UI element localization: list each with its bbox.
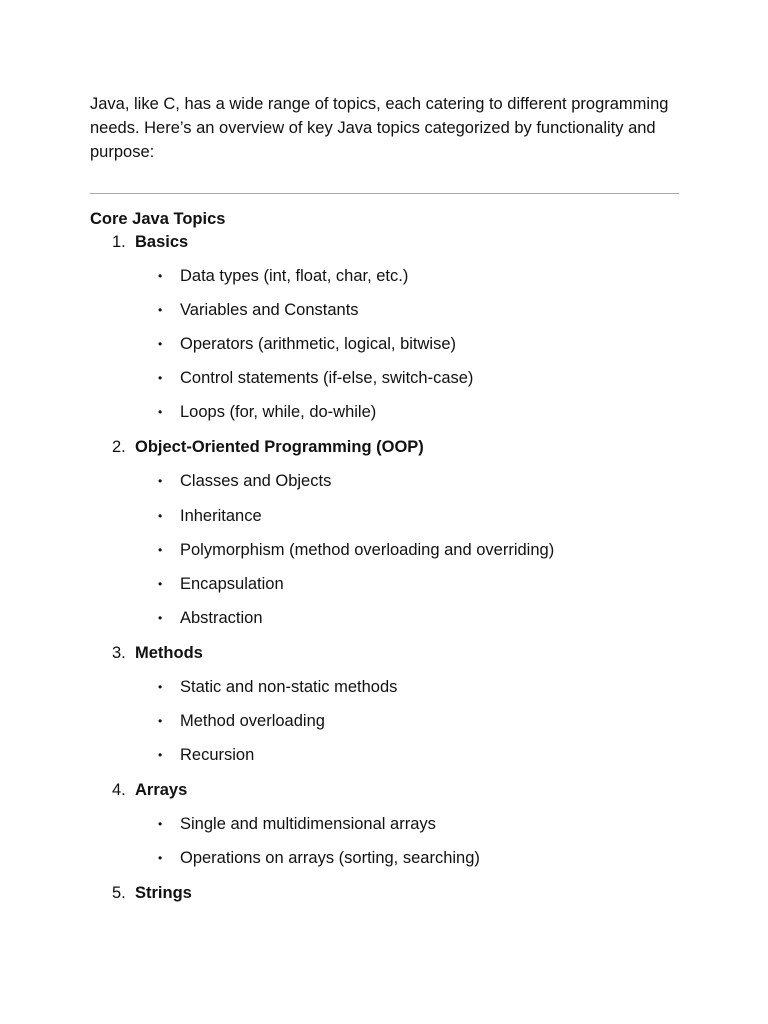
bullet-icon: • (158, 610, 163, 625)
bullet-icon: • (158, 679, 163, 694)
list-item-label: Data types (int, float, char, etc.) (180, 267, 409, 285)
list-item (90, 401, 680, 435)
list-item (90, 367, 680, 401)
list-item (90, 847, 680, 881)
list-item (90, 333, 680, 367)
topic-heading (90, 778, 680, 813)
topic-item (90, 778, 680, 881)
list-item-label: Encapsulation (180, 574, 284, 593)
topic-heading (90, 435, 680, 470)
list-item-label: Recursion (180, 746, 255, 765)
horizontal-divider (90, 193, 679, 194)
list-item-label: Polymorphism (method overloading and overriding) (180, 540, 555, 559)
list-item (90, 744, 680, 778)
subitem-list (90, 676, 680, 778)
bullet-icon: • (158, 817, 163, 832)
bullet-icon: • (158, 714, 163, 729)
topic-label: Arrays (135, 781, 188, 800)
list-item-label: Abstraction (180, 608, 263, 627)
list-item-label: Operations on arrays (sorting, searching) (180, 849, 480, 868)
bullet-icon: • (158, 371, 163, 386)
topic-label: Methods (135, 643, 203, 662)
list-item-label: Loops (for, while, do-while) (180, 403, 377, 422)
bullet-icon: • (158, 576, 163, 591)
subitem-list (90, 813, 680, 881)
subitem-list (90, 470, 680, 640)
topic-number: 5. (112, 884, 126, 903)
list-item (90, 505, 680, 539)
bullet-icon: • (158, 337, 163, 352)
section-title: Core Java Topics (90, 210, 226, 228)
list-item-label: Inheritance (180, 506, 262, 525)
list-item (90, 265, 680, 299)
topic-list (90, 230, 680, 916)
topic-heading (90, 881, 680, 916)
topic-number: 2. (112, 438, 126, 457)
topic-item (90, 881, 680, 916)
list-item-label: Single and multidimensional arrays (180, 815, 436, 834)
list-item-label: Operators (arithmetic, logical, bitwise) (180, 335, 457, 354)
topic-label: Basics (135, 233, 189, 251)
list-item-label: Method overloading (180, 712, 325, 731)
bullet-icon: • (158, 405, 163, 420)
list-item (90, 607, 680, 641)
topic-item (90, 435, 680, 640)
bullet-icon: • (158, 303, 163, 318)
bullet-icon: • (158, 474, 163, 489)
topic-item (90, 641, 680, 778)
topic-label: Object-Oriented Programming (OOP) (135, 438, 424, 457)
topic-number: 3. (112, 643, 126, 662)
document-page (90, 92, 680, 916)
subitem-list (90, 265, 680, 435)
list-item-label: Static and non-static methods (180, 677, 398, 696)
list-item-label: Control statements (if-else, switch-case) (180, 369, 474, 388)
bullet-icon: • (158, 748, 163, 763)
bullet-icon: • (158, 269, 163, 283)
list-item (90, 539, 680, 573)
topic-label: Strings (135, 884, 192, 903)
list-item (90, 470, 680, 504)
intro-paragraph: Java, like C, has a wide range of topics, each catering to different programming needs. Here’s an overview of key Java topics categorized by functionality and purpose: (90, 95, 669, 161)
list-item (90, 299, 680, 333)
list-item (90, 813, 680, 847)
topic-item (90, 230, 680, 435)
list-item-label: Classes and Objects (180, 472, 332, 491)
list-item (90, 573, 680, 607)
topic-number: 1. (112, 233, 126, 251)
topic-number: 4. (112, 781, 126, 800)
topic-heading (90, 641, 680, 676)
bullet-icon: • (158, 542, 163, 557)
bullet-icon: • (158, 851, 163, 866)
list-item-label: Variables and Constants (180, 301, 359, 320)
topic-heading (90, 230, 680, 265)
bullet-icon: • (158, 508, 163, 523)
list-item (90, 676, 680, 710)
list-item (90, 710, 680, 744)
